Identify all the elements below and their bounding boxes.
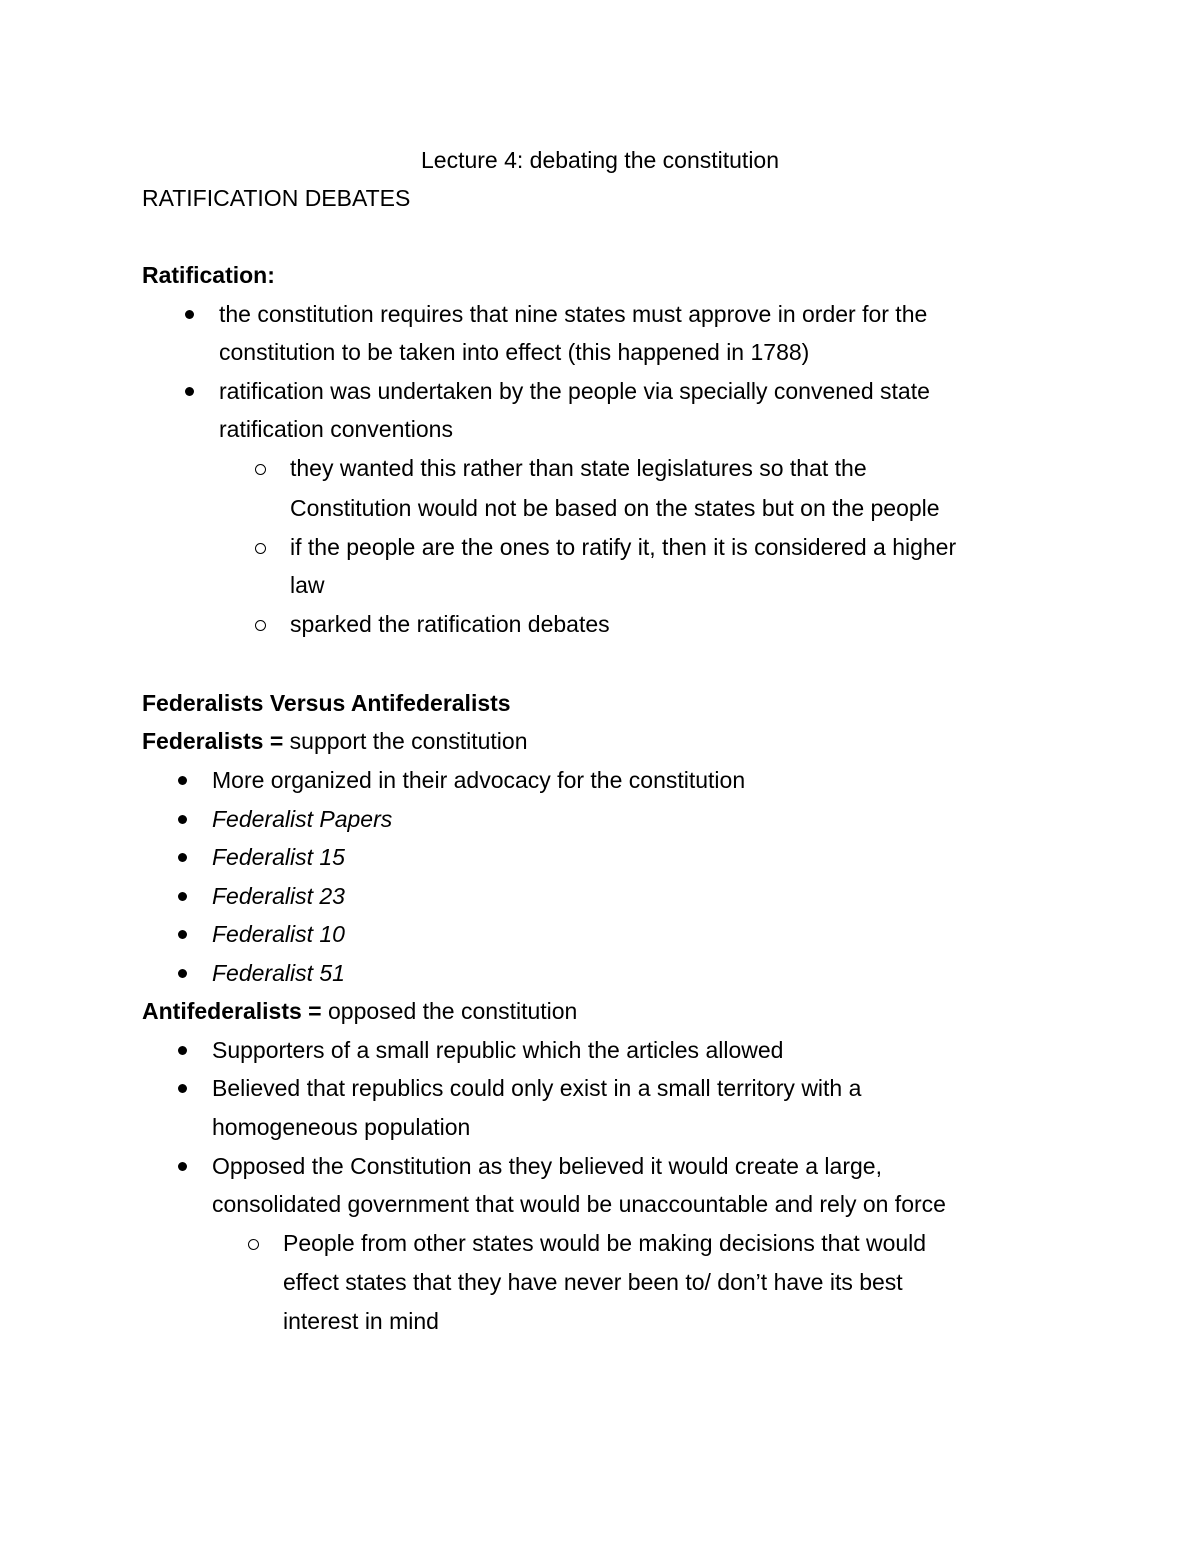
list-item: Federalist 23 [212, 883, 345, 909]
list-item: More organized in their advocacy for the constitution [212, 767, 746, 793]
ratification-heading: Ratification: [142, 262, 275, 288]
sub-list-item-continuation: effect states that they have never been to/ don’t have its best [283, 1269, 903, 1295]
antifederalists-definition [142, 996, 577, 1026]
list-item: Federalist 10 [212, 921, 345, 947]
fed-vs-anti-heading: Federalists Versus Antifederalists [142, 690, 511, 716]
list-item: the constitution requires that nine states must approve in order for the [219, 301, 928, 327]
list-item: Federalist 51 [212, 960, 345, 986]
list-item: ratification was undertaken by the people via specially convened state [219, 378, 930, 404]
list-item: Believed that republics could only exist in a small territory with a [212, 1075, 862, 1101]
list-item-continuation: homogeneous population [212, 1114, 471, 1140]
sub-list-item-continuation: law [290, 572, 325, 598]
list-item: Supporters of a small republic which the articles allowed [212, 1037, 784, 1063]
list-item: Federalist 15 [212, 844, 345, 870]
federalists-definition [142, 726, 528, 756]
antifederalists-definition-text: opposed the constitution [321, 998, 578, 1024]
federalists-term: Federalists = [142, 728, 284, 754]
sub-list-item-continuation: interest in mind [283, 1308, 439, 1334]
sub-list-item: if the people are the ones to ratify it, then it is considered a higher [290, 534, 957, 560]
list-item: Federalist Papers [212, 806, 393, 832]
list-item-continuation: consolidated government that would be unaccountable and rely on force [212, 1191, 946, 1217]
list-item-continuation: constitution to be taken into effect (this happened in 1788) [219, 339, 810, 365]
sub-list-item: sparked the ratification debates [290, 611, 610, 637]
sub-list-item: they wanted this rather than state legislatures so that the [290, 455, 867, 481]
list-item-continuation: ratification conventions [219, 416, 453, 442]
sub-list-item: People from other states would be making decisions that would [283, 1230, 927, 1256]
list-item: Opposed the Constitution as they believed it would create a large, [212, 1153, 882, 1179]
section-subtitle: RATIFICATION DEBATES [142, 185, 411, 211]
page-title: Lecture 4: debating the constitution [420, 147, 780, 173]
sub-list-item-continuation: Constitution would not be based on the states but on the people [290, 495, 940, 521]
antifederalists-term: Antifederalists = [142, 998, 322, 1024]
federalists-definition-text: support the constitution [283, 728, 528, 754]
